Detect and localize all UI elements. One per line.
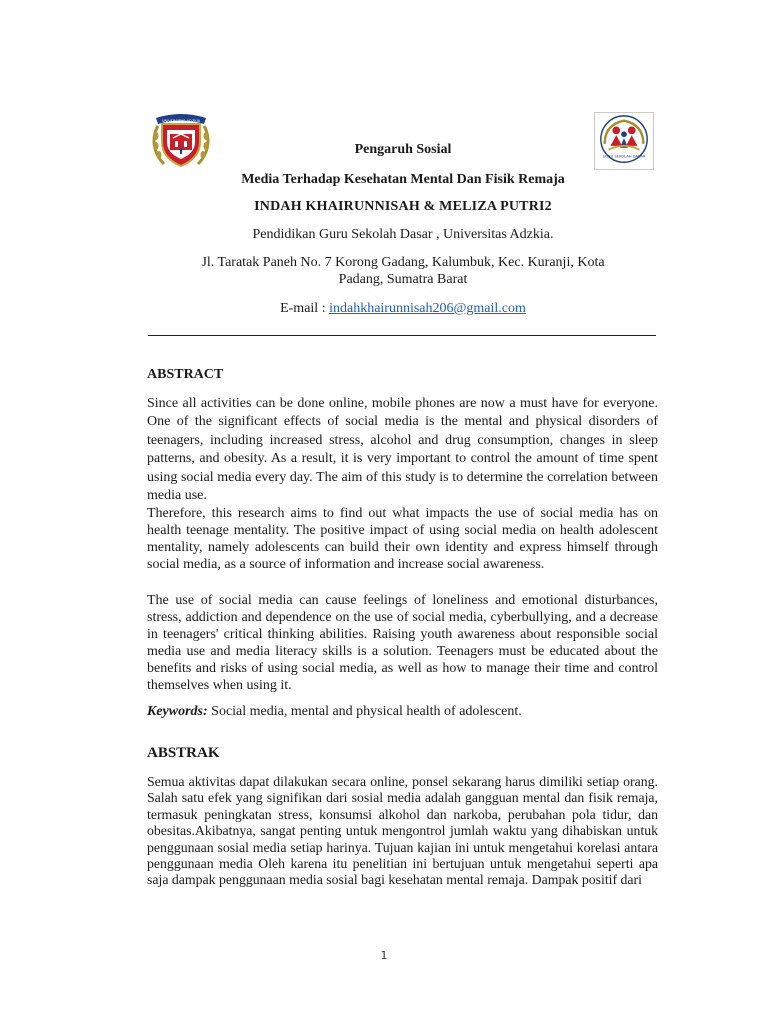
abstract-paragraph-3: The use of social media can cause feelings of loneliness and emotional disturbances, stress, addiction and dependence on the use of social media, cyberbullying, and a decrease in teenagers' critical thinking abilities. Raising youth awareness about responsible social media use and media literacy skills is a solution. Teenagers must be educated about the benefits and risks of using social media, as well as how to manage their time and control themselves when using it. xyxy=(147,593,658,693)
paper-authors: INDAH KHAIRUNNISAH & MELIZA PUTRI2 xyxy=(254,199,552,214)
abstract-heading: ABSTRACT xyxy=(147,367,224,382)
paper-email-line xyxy=(148,301,658,317)
abstract-paragraph-1: Since all activities can be done online, mobile phones are now a must have for everyone. One of the significant effects of social media is the mental and physical disorders of teenagers, including increased stress, alcohol and drug consumption, changes in sleep patterns, and obesity. As a result, it is very important to control the amount of time spent using social media every day. The aim of this study is to determine the correlation between media use. xyxy=(147,396,658,504)
paper-affiliation: Pendidikan Guru Sekolah Dasar , Universitas Adzkia. xyxy=(252,227,554,242)
email-label: E-mail : xyxy=(280,301,330,316)
paper-address-line2: Padang, Sumatra Barat xyxy=(338,272,468,287)
paper-title-line1: Pengaruh Sosial xyxy=(354,142,452,157)
paper-address-line1: Jl. Taratak Paneh No. 7 Korong Gadang, Kalumbuk, Kec. Kuranji, Kota xyxy=(201,255,605,270)
abstract-paragraph-2: Therefore, this research aims to find out what impacts the use of social media has on health teenage mentality. The positive impact of using social media on health adolescent mentality, namely adolescents can build their own identity and express himself through social media, as a source of information and increase social awareness. xyxy=(147,506,658,572)
keywords-line xyxy=(147,703,658,720)
university-logo xyxy=(148,108,214,172)
email-link[interactable]: indahkhairunnisah206@gmail.com xyxy=(329,301,526,316)
program-logo xyxy=(594,112,654,170)
header-divider xyxy=(148,335,656,336)
keywords-label: Keywords: xyxy=(147,704,208,719)
page-number: 1 xyxy=(380,949,388,962)
keywords-text: Social media, mental and physical health of adolescent. xyxy=(207,704,522,719)
right-logo-text: GURU SEKOLAH DASAR xyxy=(602,154,646,159)
abstrak-heading: ABSTRAK xyxy=(147,745,220,761)
abstrak-paragraph-1: Semua aktivitas dapat dilakukan secara online, ponsel sekarang harus dimiliki setiap orang. Salah satu efek yang signifikan dari sosial media adalah gangguan mental dan fisik remaja, termasuk peningkatan stress, konsumsi alkohol dan narkoba, perubahan pola tidur, dan obesitas.Akibatnya, sangat penting untuk mengontrol jumlah waktu yang dihabiskan untuk penggunaan sosial media setiap harinya. Tujuan kajian ini untuk mengetahui korelasi antara penggunaan media Oleh karena itu penelitian ini bertujuan untuk mengetahui seperti apa saja dampak penggunaan media sosial bagi kesehatan mental remaja. Dampak positif dari xyxy=(147,774,658,888)
left-logo-text: UNIVERSITAS ADZKIA xyxy=(161,119,201,123)
paper-title-line2: Media Terhadap Kesehatan Mental Dan Fisik Remaja xyxy=(241,172,565,187)
